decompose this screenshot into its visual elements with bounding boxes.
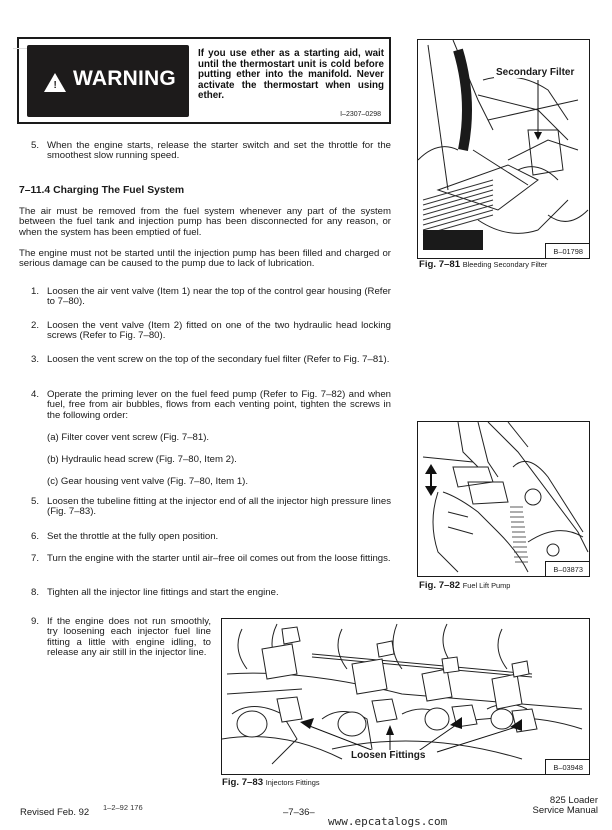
- step-number: 2.: [31, 320, 40, 331]
- figure-code: B–03948: [545, 759, 589, 774]
- figure-callout: Secondary Filter: [496, 67, 575, 78]
- step-text: Tighten all the injector line fittings and start the engine.: [47, 587, 279, 598]
- list-item: [31, 532, 391, 542]
- step-text: Turn the engine with the starter until air–free oil comes out from the loose fittings.: [47, 553, 391, 564]
- paragraph: The air must be removed from the fuel system whenever any part of the system between the fuel tank and injection pump has been disconnected for any reason, or when the system has been emptied of fuel.: [19, 206, 391, 238]
- watermark: www.epcatalogs.com: [328, 815, 448, 828]
- list-item: [31, 617, 211, 659]
- step-number: 9.: [31, 616, 40, 627]
- figure-code: B–01798: [545, 243, 589, 258]
- list-item: [31, 355, 391, 365]
- revised-date: Revised Feb. 92: [20, 807, 90, 818]
- warning-text: If you use ether as a starting aid, wait until the thermostart unit is cold before putting ether into the manifold. Never activate the thermostart when using ether.: [198, 48, 384, 102]
- figure-number: Fig. 7–83: [222, 777, 264, 788]
- figure-caption: [222, 777, 320, 788]
- step-number: 5.: [31, 140, 40, 151]
- substep-letter: (c): [47, 476, 59, 487]
- fuel-lift-pump-illustration: [418, 422, 590, 577]
- revised-overlay: 1–2–92 176: [103, 803, 143, 812]
- footer-revised: [20, 807, 89, 818]
- substep-letter: (b): [47, 454, 59, 465]
- figure-title: Fuel Lift Pump: [462, 581, 511, 590]
- list-item: [31, 588, 391, 598]
- list-item: [31, 321, 391, 342]
- step-text: Loosen the tubeline fitting at the injector end of all the injector high pressure lines (Fig. 7–83).: [47, 496, 391, 518]
- step-number: 4.: [31, 389, 40, 400]
- step-text: When the engine starts, release the starter switch and set the throttle for the smoothest slow running speed.: [47, 140, 391, 162]
- list-item: [31, 554, 391, 564]
- figure-number: Fig. 7–82: [419, 580, 461, 591]
- page-number: –7–36–: [283, 807, 315, 818]
- step-text: Loosen the vent valve (Item 2) fitted on one of the two hydraulic head locking screws (Refer to Fig. 7–80).: [47, 320, 391, 342]
- list-item: [31, 141, 391, 162]
- sub-list-item: [47, 433, 387, 443]
- step-number: 3.: [31, 354, 40, 365]
- step-text: If the engine does not run smoothly, try loosening each injector fuel line fitting a little with engine idling, to release any air still in the injector line.: [47, 616, 211, 659]
- figure-fuel-lift-pump: [417, 421, 590, 577]
- list-item: [31, 497, 391, 518]
- figure-title: Bleeding Secondary Filter: [462, 260, 548, 269]
- warning-label: WARNING: [73, 67, 176, 90]
- list-item: [31, 287, 391, 308]
- step-text: Set the throttle at the fully open position.: [47, 531, 219, 542]
- paragraph: The engine must not be started until the injection pump has been filled and charged or serious damage can be caused to the pump due to lack of lubrication.: [19, 248, 391, 270]
- figure-caption: [419, 259, 547, 270]
- figure-callout: Loosen Fittings: [351, 750, 426, 761]
- sub-list-item: [47, 477, 387, 487]
- step-text: Operate the priming lever on the fuel feed pump (Refer to Fig. 7–82) and when fuel, free from air bubbles, flows from each venting point, tighten the screws in the following order:: [47, 389, 391, 421]
- step-number: 6.: [31, 531, 40, 542]
- warning-label-panel: [27, 45, 189, 117]
- warning-box: [17, 37, 391, 124]
- step-number: 7.: [31, 553, 40, 564]
- step-number: 8.: [31, 587, 40, 598]
- substep-text: Hydraulic head screw (Fig. 7–80, Item 2).: [61, 454, 237, 465]
- step-text: Loosen the air vent valve (Item 1) near the top of the control gear housing (Refer to 7–80).: [47, 286, 391, 308]
- figure-caption: [419, 580, 510, 591]
- list-item: [31, 390, 391, 421]
- figure-title: Injectors Fittings: [265, 778, 320, 787]
- substep-letter: (a): [47, 432, 59, 443]
- figure-injectors-fittings: [221, 618, 590, 775]
- footer-manual-info: [533, 796, 598, 816]
- figure-code: B–03873: [545, 561, 589, 576]
- figure-secondary-filter: [417, 39, 590, 259]
- up-down-arrow-icon: [425, 464, 437, 496]
- warning-code: I–2307–0298: [340, 111, 381, 118]
- exclamation-icon: !: [53, 80, 57, 91]
- sub-list-item: [47, 455, 387, 465]
- step-number: 5.: [31, 496, 40, 507]
- section-heading: 7–11.4 Charging The Fuel System: [19, 185, 185, 196]
- figure-number: Fig. 7–81: [419, 259, 461, 270]
- step-text: Loosen the vent screw on the top of the secondary fuel filter (Refer to Fig. 7–81).: [47, 354, 390, 365]
- step-number: 1.: [31, 286, 40, 297]
- manual-name: Service Manual: [532, 805, 598, 816]
- substep-text: Filter cover vent screw (Fig. 7–81).: [61, 432, 210, 443]
- model-name: 825 Loader: [549, 795, 598, 806]
- substep-text: Gear housing vent valve (Fig. 7–80, Item 1).: [60, 476, 249, 487]
